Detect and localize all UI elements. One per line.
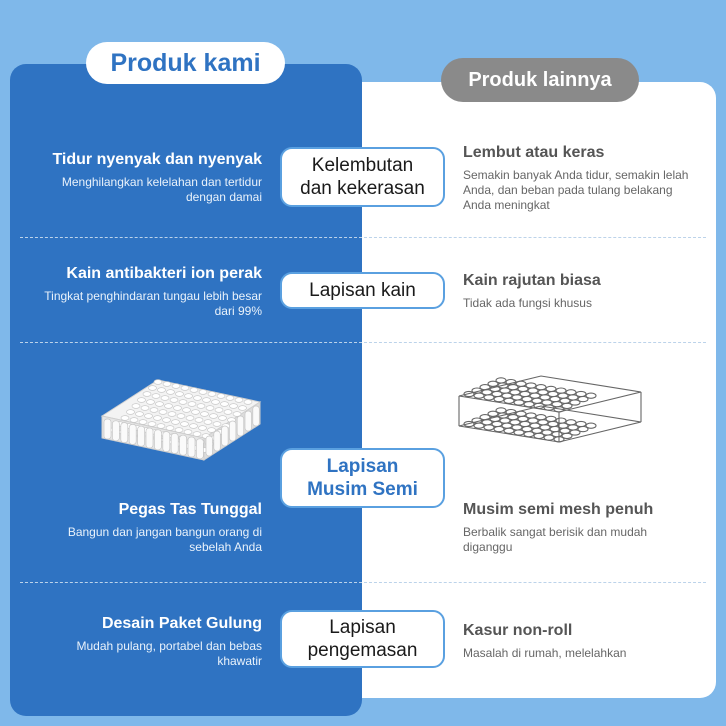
- row-divider: [20, 582, 706, 583]
- other-feature-title: Lembut atau keras: [463, 144, 605, 161]
- other-feature-3: [463, 501, 695, 555]
- our-feature-title: Tidur nyenyak dan nyenyak: [52, 151, 262, 168]
- other-feature-title: Musim semi mesh penuh: [463, 501, 654, 518]
- other-feature-title: Kasur non-roll: [463, 622, 573, 639]
- feature-label-fabric: Lapisan kain: [280, 272, 445, 309]
- mesh-spring-illustration: [455, 372, 645, 464]
- other-feature-4: [463, 622, 695, 661]
- our-feature-desc: Menghilangkan kelelahan dan tertidur dengan damai: [61, 175, 262, 204]
- our-feature-title: Kain antibakteri ion perak: [66, 265, 262, 282]
- row-divider: [20, 237, 706, 238]
- feature-label-packaging: Lapisan pengemasan: [280, 610, 445, 668]
- other-feature-title: Kain rajutan biasa: [463, 272, 601, 289]
- our-feature-desc: Bangun dan jangan bangun orang di sebelah Anda: [67, 525, 262, 554]
- pocket-spring-illustration: [96, 372, 266, 462]
- our-feature-title: Pegas Tas Tunggal: [118, 501, 262, 518]
- other-feature-1: [463, 144, 695, 213]
- tab-our-product: Produk kami: [86, 42, 285, 84]
- tab-other-product: Produk lainnya: [441, 58, 639, 102]
- our-feature-title: Desain Paket Gulung: [101, 615, 262, 632]
- feature-label-softness: Kelembutan dan kekerasan: [280, 147, 445, 207]
- feature-label-spring: Lapisan Musim Semi: [280, 448, 445, 508]
- our-feature-desc: Tingkat penghindaran tungau lebih besar dari 99%: [44, 289, 262, 318]
- other-feature-desc: Berbalik sangat berisik dan mudah diganggu: [463, 525, 648, 554]
- our-feature-2: [27, 265, 262, 319]
- our-feature-4: [32, 615, 262, 669]
- other-feature-desc: Masalah di rumah, melelahkan: [463, 646, 627, 660]
- other-feature-desc: Tidak ada fungsi khusus: [463, 296, 592, 310]
- our-feature-desc: Mudah pulang, portabel dan bebas khawatir: [76, 639, 262, 668]
- our-feature-1: [22, 151, 262, 205]
- row-divider: [20, 342, 706, 343]
- other-feature-2: [463, 272, 695, 311]
- our-feature-3: [27, 501, 262, 555]
- other-feature-desc: Semakin banyak Anda tidur, semakin lelah Anda, dan beban pada tulang belakang Anda meningkat: [463, 168, 689, 212]
